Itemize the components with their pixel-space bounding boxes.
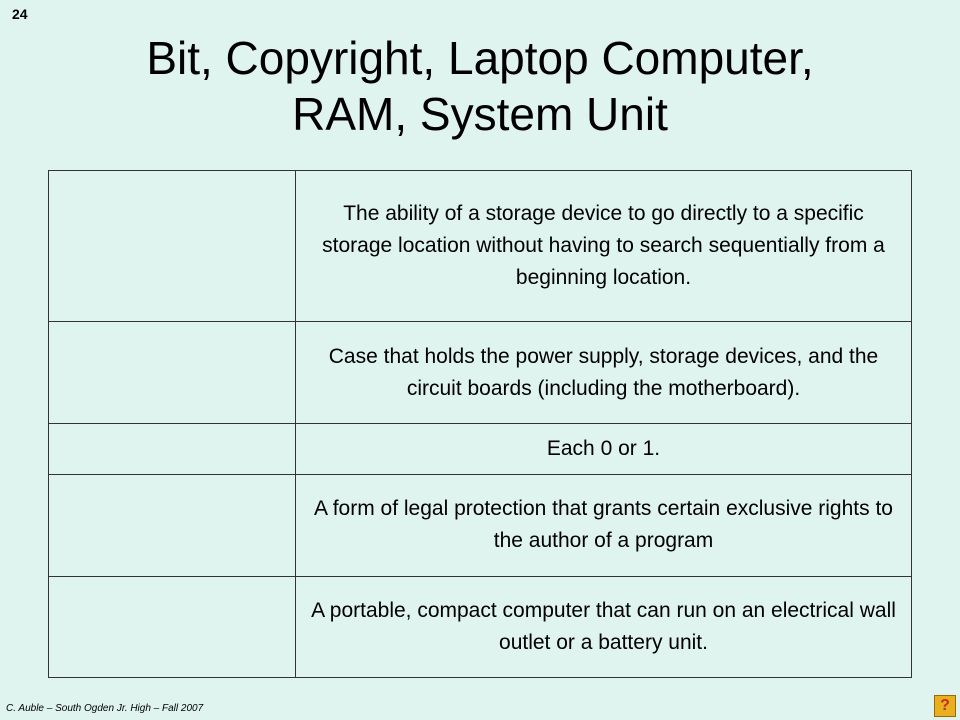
term-cell	[49, 322, 296, 423]
slide-title	[40, 30, 920, 142]
term-cell	[49, 475, 296, 576]
definition-cell	[296, 475, 912, 576]
slide-title-line-1: Bit, Copyright, Laptop Computer,	[146, 32, 814, 84]
definition-text: The ability of a storage device to go directly to a specific storage location without having to search sequentially from a beginning location.	[322, 202, 885, 290]
definition-cell	[296, 576, 912, 677]
question-mark-icon: ?	[940, 697, 950, 714]
table-row	[49, 475, 912, 576]
table-row	[49, 576, 912, 677]
definition-text: A portable, compact computer that can run on an electrical wall outlet or a battery unit.	[311, 598, 896, 654]
term-cell	[49, 576, 296, 677]
definition-text: Case that holds the power supply, storage devices, and the circuit boards (including the motherboard).	[328, 344, 879, 400]
slide-title-line-2: RAM, System Unit	[292, 88, 668, 140]
term-cell	[49, 171, 296, 322]
table-row	[49, 171, 912, 322]
table-row	[49, 322, 912, 423]
definition-cell	[296, 171, 912, 322]
definition-text: A form of legal protection that grants certain exclusive rights to the author of a program	[314, 497, 893, 553]
definition-text: Each 0 or 1.	[546, 436, 661, 460]
footer-credit: C. Auble – South Ogden Jr. High – Fall 2007	[6, 703, 204, 714]
definition-cell	[296, 423, 912, 474]
help-button[interactable]	[934, 695, 956, 717]
table-row	[49, 423, 912, 474]
vocabulary-table	[48, 170, 912, 678]
slide-number: 24	[12, 6, 28, 22]
term-cell	[49, 423, 296, 474]
definition-cell	[296, 322, 912, 423]
